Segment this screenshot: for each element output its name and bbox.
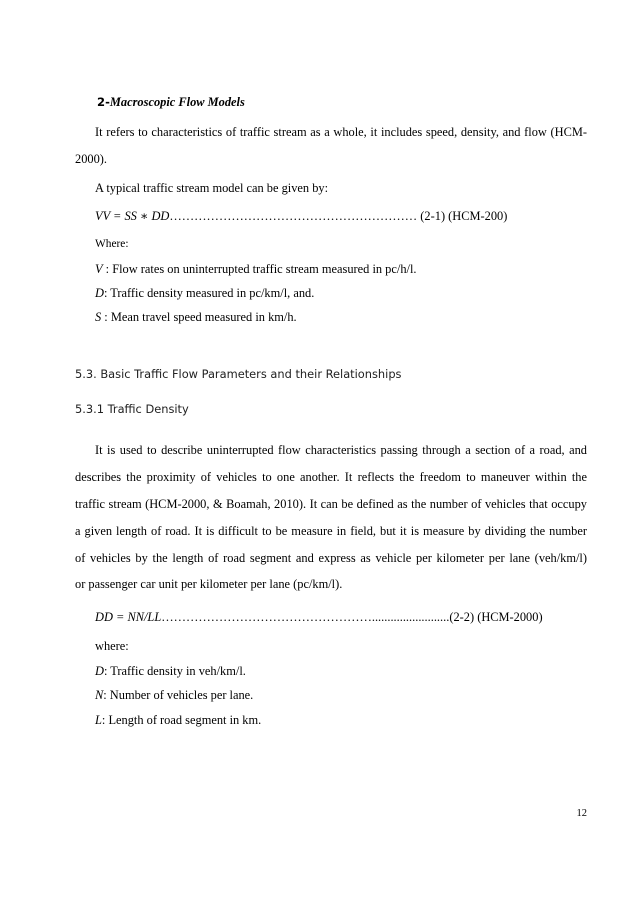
definition-s-text: : Mean travel speed measured in km/h. <box>101 310 297 324</box>
symbol-s: S <box>95 310 102 324</box>
definition-n-text: : Number of vehicles per lane. <box>103 688 254 702</box>
symbol-d: D <box>95 286 104 300</box>
equation-2-1-reference: (2-1) (HCM-200) <box>420 209 508 223</box>
section-heading-macroscopic <box>97 94 245 110</box>
definition-n <box>95 687 253 703</box>
definition-s <box>95 309 297 325</box>
definition-d-text: : Traffic density measured in pc/km/l, and. <box>103 286 315 300</box>
definition-v-text: : Flow rates on uninterrupted traffic stream measured in pc/h/l. <box>102 262 417 276</box>
symbol-d2: D <box>95 664 104 678</box>
macro-paragraph-line1: It refers to characteristics of traffic stream as a whole, it includes speed, density, and flow (HCM- <box>95 125 587 139</box>
definition-d2 <box>95 663 246 679</box>
definition-v <box>95 261 417 277</box>
definition-d <box>95 285 314 301</box>
equation-2-2-leader: ……………………………………………......................... <box>161 610 450 624</box>
symbol-n: N <box>95 688 104 702</box>
where-label-1: Where: <box>95 238 129 250</box>
density-paragraph-line1: It is used to describe uninterrupted flow characteristics passing through a section of a road, and <box>95 443 587 457</box>
definition-d2-text: : Traffic density in veh/km/l. <box>103 664 246 678</box>
section-number: 2- <box>97 95 110 109</box>
section-heading-5-3-1: 5.3.1 Traffic Density <box>75 402 189 416</box>
macro-paragraph-line2: 2000). <box>75 152 108 166</box>
equation-2-1-leader: …………………………………………………… <box>169 209 418 223</box>
equation-2-1 <box>95 208 507 224</box>
equation-2-2-reference: (HCM-2000) <box>477 610 543 624</box>
page-number: 12 <box>576 808 587 819</box>
typical-model-sentence: A typical traffic stream model can be given by: <box>95 181 329 195</box>
where-label-2: where: <box>95 639 129 653</box>
density-paragraph-line5: of vehicles by the length of road segment and express as vehicle per kilometer per lane (veh/km/l) <box>75 551 587 565</box>
definition-l-text: : Length of road segment in km. <box>101 713 262 727</box>
density-paragraph-line4: a given length of road. It is difficult to be measure in field, but it is measure by dividing the number <box>75 524 587 538</box>
equation-2-1-expression: VV = SS ∗ DD <box>95 209 170 223</box>
section-heading-5-3: 5.3. Basic Traffic Flow Parameters and their Relationships <box>75 367 402 381</box>
equation-2-2-number: (2-2) <box>449 610 478 624</box>
density-paragraph-line2: describes the proximity of vehicles to one another. It reflects the freedom to maneuver within the <box>75 470 587 484</box>
section-title: Macroscopic Flow Models <box>109 95 245 109</box>
symbol-l: L <box>95 713 102 727</box>
symbol-v: V <box>95 262 103 276</box>
density-paragraph-line6: or passenger car unit per kilometer per lane (pc/km/l). <box>75 577 343 591</box>
density-paragraph-line3: traffic stream (HCM-2000, & Boamah, 2010). It can be defined as the number of vehicles that occupy <box>75 497 587 511</box>
definition-l <box>95 712 261 728</box>
equation-2-2-expression: DD = NN/LL <box>95 610 162 624</box>
equation-2-2 <box>95 609 543 625</box>
